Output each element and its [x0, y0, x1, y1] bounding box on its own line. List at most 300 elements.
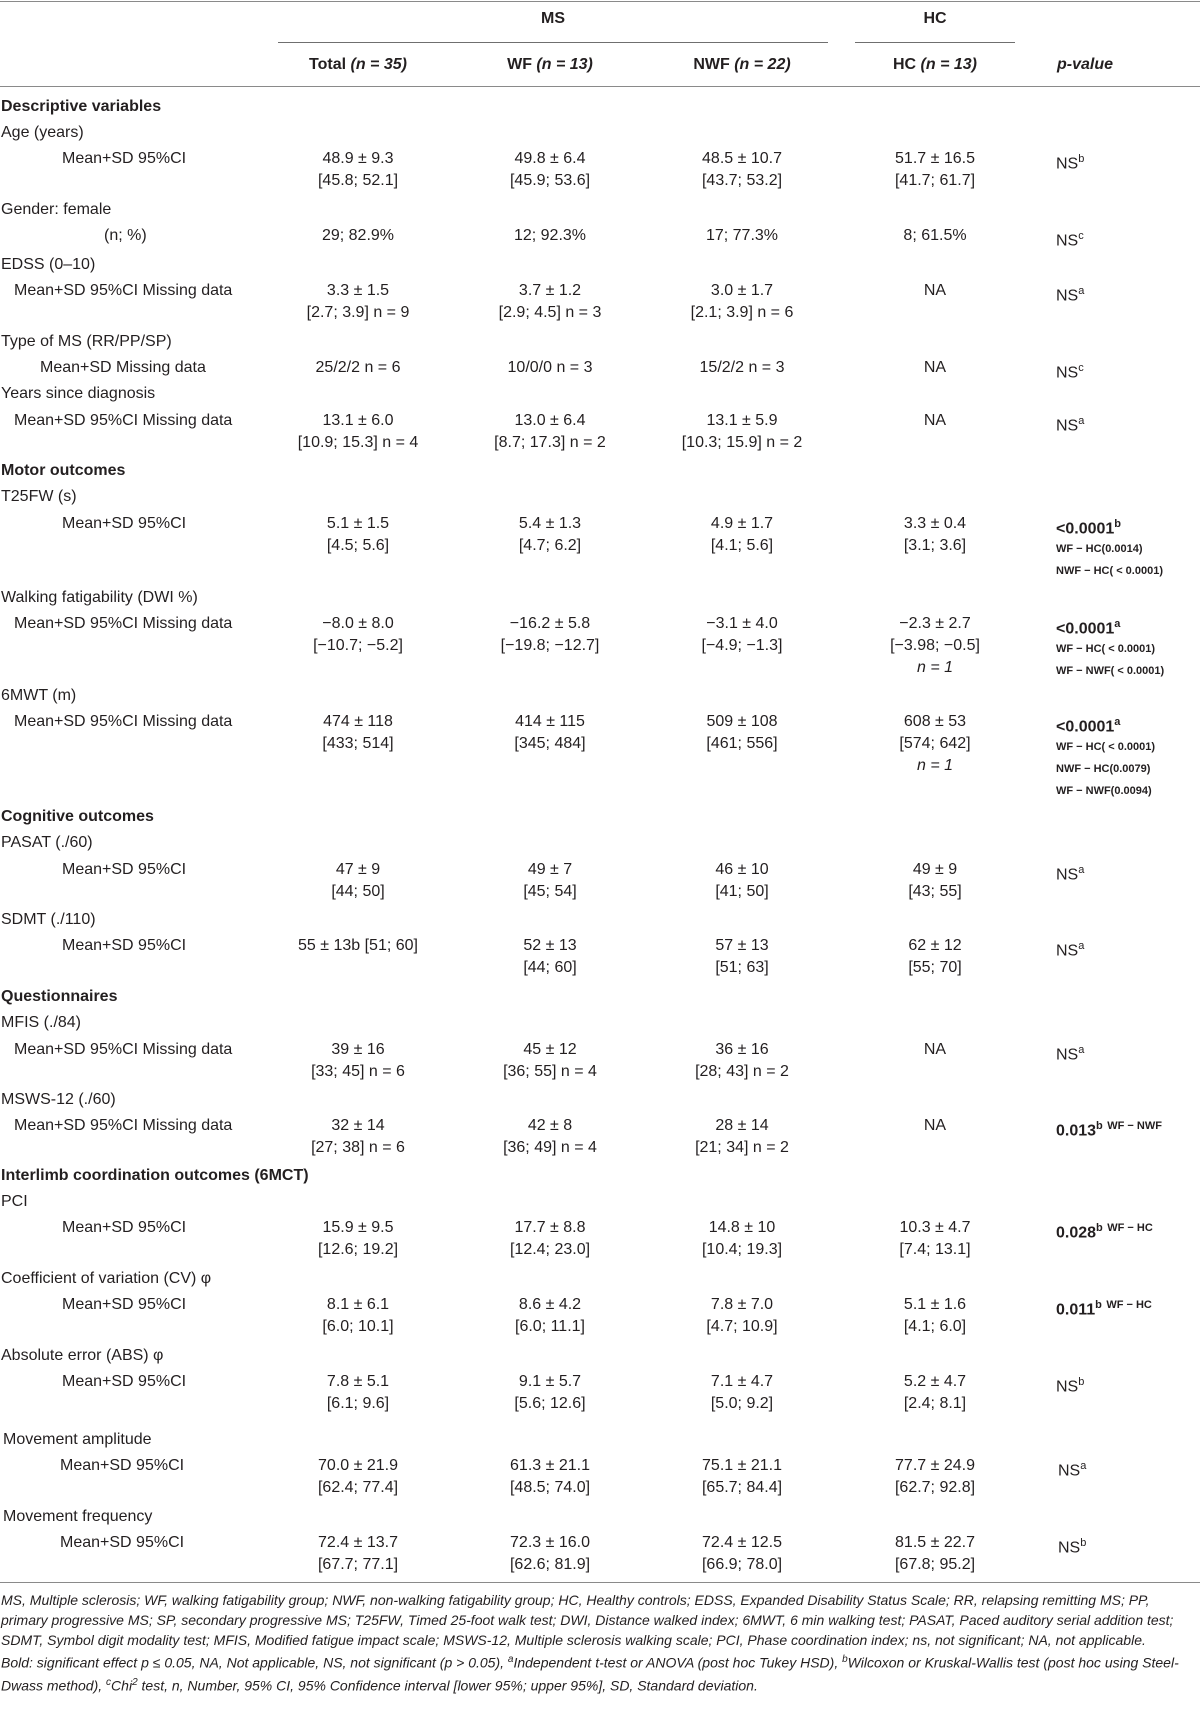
value: 13.1 ± 5.9 — [706, 412, 778, 429]
col-wf-label: WF — [507, 56, 532, 73]
row-stat-cv: Mean+SD 95%CI — [62, 1296, 187, 1313]
table-top-rule — [0, 1, 1200, 2]
p-sup: b — [1096, 1120, 1103, 1132]
p: 0.028 — [1056, 1224, 1097, 1242]
row-stat-edss: Mean+SD 95%CI Missing data — [14, 282, 233, 299]
value: 52 ± 13 — [523, 937, 577, 954]
cell-edss-hc — [855, 280, 1015, 302]
row-label-t25fw: T25FW (s) — [1, 488, 77, 505]
p-sup: a — [1080, 1460, 1087, 1472]
p: NS — [1056, 232, 1079, 250]
row-stat-msws: Mean+SD 95%CI Missing data — [14, 1117, 233, 1134]
ci: [4.7; 6.2] — [518, 537, 582, 554]
value: NA — [923, 1041, 947, 1058]
posthoc: WF − NWF( < 0.0001) — [1056, 665, 1165, 678]
footnote-sup-2: 2 — [132, 1676, 138, 1688]
cell-6mwt-wf — [470, 711, 630, 755]
value: 8.1 ± 6.1 — [326, 1296, 390, 1313]
pvalue-frequency — [1058, 1532, 1086, 1559]
value: 49.8 ± 6.4 — [514, 150, 586, 167]
value: 5.4 ± 1.3 — [518, 515, 582, 532]
table-footnote — [1, 1590, 1199, 1695]
value: −3.1 ± 4.0 — [706, 615, 778, 632]
ci: [12.6; 19.2] — [317, 1241, 399, 1258]
value: 13.0 ± 6.4 — [514, 412, 586, 429]
cell-amplitude-hc — [855, 1455, 1015, 1499]
row-label-age: Age (years) — [1, 124, 84, 141]
posthoc: NWF − HC( < 0.0001) — [1056, 565, 1163, 578]
cell-dwi-nwf — [662, 613, 822, 657]
pvalue-cv — [1056, 1294, 1152, 1321]
value: 12; 92.3% — [513, 227, 587, 244]
ci: [66.9; 78.0] — [701, 1556, 783, 1573]
ci: [62.4; 77.4] — [317, 1479, 399, 1496]
value: 77.7 ± 24.9 — [895, 1457, 975, 1474]
row-label-dwi: Walking fatigability (DWI %) — [1, 589, 198, 606]
value: 70.0 ± 21.9 — [318, 1457, 398, 1474]
ci: [65.7; 84.4] — [701, 1479, 783, 1496]
row-label-6mwt: 6MWT (m) — [1, 687, 77, 704]
value: 13.1 ± 6.0 — [322, 412, 394, 429]
ci: [4.5; 5.6] — [326, 537, 390, 554]
ci: [7.4; 13.1] — [899, 1241, 971, 1258]
cell-pasat-nwf — [662, 859, 822, 903]
cell-cv-total — [278, 1294, 438, 1338]
posthoc: WF − NWF — [1107, 1120, 1162, 1132]
value: 51.7 ± 16.5 — [895, 150, 975, 167]
value: 47 ± 9 — [335, 861, 381, 878]
value: 7.1 ± 4.7 — [710, 1373, 774, 1390]
value: 25/2/2 n = 6 — [315, 359, 401, 376]
ci: [45; 54] — [523, 883, 577, 900]
cell-frequency-nwf — [662, 1532, 822, 1576]
table-bottom-rule — [0, 1582, 1200, 1583]
row-stat-years-dx: Mean+SD 95%CI Missing data — [14, 412, 233, 429]
cell-type-ms-hc — [855, 357, 1015, 379]
row-stat-6mwt: Mean+SD 95%CI Missing data — [14, 713, 233, 730]
cell-t25fw-hc — [855, 513, 1015, 557]
row-label-msws: MSWS-12 (./60) — [1, 1091, 116, 1108]
footnote-bold: Bold: significant effect p ≤ 0.05, NA, Not applicable, NS, not significant (p > 0.05), — [1, 1654, 508, 1671]
cell-age-wf — [470, 148, 630, 192]
ci: [2.7; 3.9] n = 9 — [306, 304, 410, 321]
ci: [4.7; 10.9] — [706, 1318, 778, 1335]
value: 46 ± 10 — [715, 861, 769, 878]
row-label-edss: EDSS (0–10) — [1, 256, 96, 273]
p: NS — [1056, 942, 1079, 960]
p: <0.0001 — [1056, 718, 1115, 736]
cell-6mwt-total — [278, 711, 438, 755]
ci: [5.6; 12.6] — [514, 1395, 586, 1412]
pvalue-abs — [1056, 1371, 1084, 1398]
group-rule-ms — [278, 42, 828, 43]
cell-type-ms-wf — [470, 357, 630, 379]
p-sup: a — [1114, 716, 1121, 728]
value: NA — [923, 1117, 947, 1134]
value: 8; 61.5% — [903, 227, 967, 244]
cell-6mwt-nwf — [662, 711, 822, 755]
ci: [55; 70] — [908, 959, 962, 976]
value: 3.3 ± 0.4 — [903, 515, 967, 532]
pvalue-pasat — [1056, 859, 1084, 886]
value: 39 ± 16 — [331, 1041, 385, 1058]
value: 15.9 ± 9.5 — [322, 1219, 394, 1236]
posthoc: WF − NWF(0.0094) — [1056, 785, 1152, 798]
ci: [36; 49] n = 4 — [503, 1139, 597, 1156]
col-hc-label: HC — [892, 56, 917, 73]
value: 29; 82.9% — [321, 227, 395, 244]
ci: [−4.9; −1.3] — [701, 637, 783, 654]
cell-type-ms-nwf — [662, 357, 822, 379]
cell-6mwt-hc — [855, 711, 1015, 777]
value: 5.1 ± 1.5 — [326, 515, 390, 532]
cell-cv-nwf — [662, 1294, 822, 1338]
section-motor: Motor outcomes — [1, 462, 126, 479]
cell-sdmt-total — [278, 935, 438, 957]
row-stat-age: Mean+SD 95%CI — [62, 150, 187, 167]
row-stat-amplitude: Mean+SD 95%CI — [60, 1457, 185, 1474]
value: 61.3 ± 21.1 — [510, 1457, 590, 1474]
cell-edss-nwf — [662, 280, 822, 324]
posthoc: WF − HC(0.0014) — [1056, 543, 1143, 556]
cell-age-total — [278, 148, 438, 192]
p: NS — [1056, 866, 1079, 884]
pvalue-age — [1056, 148, 1084, 175]
row-stat-type-ms: Mean+SD Missing data — [40, 359, 206, 376]
cell-frequency-total — [278, 1532, 438, 1576]
row-label-gender: Gender: female — [1, 201, 112, 218]
ci: [345; 484] — [514, 735, 586, 752]
col-total-label: Total — [309, 56, 347, 73]
value: 17; 77.3% — [705, 227, 779, 244]
footnote-text-b: Wilcoxon or Kruskal-Wallis test (post hoc using Steel-Dwass method), — [1, 1654, 1179, 1694]
ci: [33; 45] n = 6 — [311, 1063, 405, 1080]
value: 32 ± 14 — [331, 1117, 385, 1134]
ci: [5.0; 9.2] — [710, 1395, 774, 1412]
value: 36 ± 16 — [715, 1041, 769, 1058]
row-label-pasat: PASAT (./60) — [1, 834, 93, 851]
p: NS — [1056, 287, 1079, 305]
value: 81.5 ± 22.7 — [895, 1534, 975, 1551]
col-header-pvalue: p-value — [1056, 56, 1113, 73]
cell-mfis-nwf — [662, 1039, 822, 1083]
group-header-ms: MS — [541, 10, 565, 27]
value: 608 ± 53 — [903, 713, 967, 730]
p-sup: c — [1078, 230, 1084, 242]
pvalue-sdmt — [1056, 935, 1084, 962]
ci: [41; 50] — [715, 883, 769, 900]
section-questionnaires: Questionnaires — [1, 988, 118, 1005]
value: −8.0 ± 8.0 — [322, 615, 394, 632]
ci: [433; 514] — [322, 735, 394, 752]
pvalue-edss — [1056, 280, 1084, 307]
value: 414 ± 115 — [515, 713, 585, 730]
ci: [6.1; 9.6] — [326, 1395, 390, 1412]
row-label-pci: PCI — [1, 1193, 28, 1210]
cell-gender-total — [278, 225, 438, 247]
row-stat-dwi: Mean+SD 95%CI Missing data — [14, 615, 233, 632]
p: NS — [1056, 1046, 1079, 1064]
ci: [−10.7; −5.2] — [313, 637, 403, 654]
p-sup: b — [1095, 1299, 1102, 1311]
cell-gender-wf — [470, 225, 630, 247]
col-header-hc — [855, 56, 1015, 74]
cell-pci-wf — [470, 1217, 630, 1261]
value: 45 ± 12 — [523, 1041, 577, 1058]
footnote-text-c: Chi — [111, 1677, 133, 1694]
footnote-sup-b: b — [842, 1654, 848, 1665]
cell-t25fw-total — [278, 513, 438, 557]
value: 4.9 ± 1.7 — [710, 515, 774, 532]
section-cognitive: Cognitive outcomes — [1, 808, 154, 825]
p-sup: a — [1078, 940, 1085, 952]
row-label-years-dx: Years since diagnosis — [1, 385, 156, 402]
cell-years-dx-total — [278, 410, 438, 454]
col-hc-n: (n = 13) — [920, 56, 978, 73]
p: NS — [1056, 417, 1079, 435]
value: 8.6 ± 4.2 — [518, 1296, 582, 1313]
pvalue-amplitude — [1058, 1455, 1086, 1482]
cell-edss-total — [278, 280, 438, 324]
value: 28 ± 14 — [715, 1117, 769, 1134]
ci: [4.1; 5.6] — [710, 537, 774, 554]
pvalue-dwi — [1056, 613, 1164, 682]
ci: [43.7; 53.2] — [701, 172, 783, 189]
row-stat-pci: Mean+SD 95%CI — [62, 1219, 187, 1236]
cell-msws-wf — [470, 1115, 630, 1159]
cell-pci-nwf — [662, 1217, 822, 1261]
pvalue-t25fw — [1056, 513, 1163, 582]
ci: [27; 38] n = 6 — [311, 1139, 405, 1156]
value: 48.5 ± 10.7 — [702, 150, 782, 167]
footnote-abbreviations: MS, Multiple sclerosis; WF, walking fatigability group; NWF, non-walking fatigability group; HC, Healthy controls; EDSS, Expanded Disability Status Scale; RR, relapsing remitting MS; PP, primary progressive MS; SP, secondary progressive MS; T25FW, Timed 25-foot walk test; DWI, Distance walked index; 6MWT, 6 min walking test; PASAT, Paced auditory serial addition test; SDMT, Symbol digit modality test; MFIS, Modified fatigue impact scale; MSWS-12, Multiple sclerosis walking scale; PCI, Phase coordination index; ns, not significant; NA, not applicable. — [1, 1592, 1174, 1648]
ci: [45.9; 53.6] — [509, 172, 591, 189]
posthoc: WF − HC — [1107, 1222, 1153, 1234]
ci: [−3.98; −0.5] — [890, 637, 980, 654]
value: 17.7 ± 8.8 — [514, 1219, 586, 1236]
ci: [2.1; 3.9] n = 6 — [690, 304, 794, 321]
posthoc: WF − HC( < 0.0001) — [1056, 741, 1156, 754]
cell-pasat-hc — [855, 859, 1015, 903]
pvalue-gender — [1056, 225, 1084, 252]
value: 5.1 ± 1.6 — [903, 1296, 967, 1313]
header-bottom-rule — [0, 86, 1200, 87]
cell-age-hc — [855, 148, 1015, 192]
ci: [44; 60] — [523, 959, 577, 976]
cell-abs-wf — [470, 1371, 630, 1415]
row-stat-pasat: Mean+SD 95%CI — [62, 861, 187, 878]
footnote-sup-a: a — [507, 1654, 514, 1665]
ci: [2.4; 8.1] — [903, 1395, 967, 1412]
value: −16.2 ± 5.8 — [509, 615, 591, 632]
pvalue-msws — [1056, 1115, 1162, 1142]
ci: [41.7; 61.7] — [894, 172, 976, 189]
group-header-hc: HC — [923, 10, 947, 27]
row-label-sdmt: SDMT (./110) — [1, 911, 96, 928]
cell-dwi-wf — [470, 613, 630, 657]
ci: [67.8; 95.2] — [894, 1556, 976, 1573]
ci: [62.6; 81.9] — [509, 1556, 591, 1573]
p: NS — [1058, 1539, 1081, 1557]
ci: [6.0; 11.1] — [515, 1318, 585, 1335]
value: 75.1 ± 21.1 — [702, 1457, 782, 1474]
p-sup: c — [1078, 362, 1084, 374]
footnote-text-end: test, n, Number, 95% CI, 95% Confidence interval [lower 95%; upper 95%], SD, Standard deviation. — [137, 1677, 758, 1694]
cell-abs-total — [278, 1371, 438, 1415]
p-sup: b — [1096, 1222, 1103, 1234]
cell-years-dx-hc — [855, 410, 1015, 432]
p: 0.011 — [1056, 1301, 1096, 1319]
group-rule-hc — [855, 42, 1015, 43]
pvalue-mfis — [1056, 1039, 1084, 1066]
p-sup: b — [1078, 153, 1085, 165]
cell-mfis-hc — [855, 1039, 1015, 1061]
ci: [10.4; 19.3] — [701, 1241, 783, 1258]
value: NA — [923, 282, 947, 299]
cell-cv-wf — [470, 1294, 630, 1338]
cell-pasat-wf — [470, 859, 630, 903]
ci: [8.7; 17.3] n = 2 — [494, 434, 606, 451]
cell-amplitude-nwf — [662, 1455, 822, 1499]
p-sup: a — [1078, 1044, 1085, 1056]
value: 42 ± 8 — [527, 1117, 573, 1134]
posthoc: WF − HC( < 0.0001) — [1056, 643, 1156, 656]
cell-msws-nwf — [662, 1115, 822, 1159]
ci: [62.7; 92.8] — [894, 1479, 976, 1496]
ci: [48.5; 74.0] — [509, 1479, 591, 1496]
posthoc: NWF − HC(0.0079) — [1056, 763, 1151, 776]
ci: [44; 50] — [331, 883, 385, 900]
ci: [51; 63] — [715, 959, 769, 976]
col-header-total — [278, 56, 438, 74]
row-stat-abs: Mean+SD 95%CI — [62, 1373, 187, 1390]
cell-abs-hc — [855, 1371, 1015, 1415]
cell-gender-hc — [855, 225, 1015, 247]
value: 48.9 ± 9.3 — [322, 150, 394, 167]
p-sup: a — [1078, 864, 1085, 876]
cell-t25fw-nwf — [662, 513, 822, 557]
row-label-amplitude: Movement amplitude — [3, 1431, 152, 1448]
p-sup: b — [1114, 518, 1122, 530]
cell-years-dx-nwf — [662, 410, 822, 454]
cell-frequency-hc — [855, 1532, 1015, 1576]
ci: [36; 55] n = 4 — [503, 1063, 597, 1080]
value: 15/2/2 n = 3 — [699, 359, 785, 376]
pvalue-pci — [1056, 1217, 1153, 1244]
value: 62 ± 12 — [908, 937, 962, 954]
missing: n = 1 — [916, 757, 954, 774]
pvalue-6mwt — [1056, 711, 1155, 802]
cell-pasat-total — [278, 859, 438, 903]
section-descriptive: Descriptive variables — [1, 98, 162, 115]
ci: [3.1; 3.6] — [903, 537, 967, 554]
row-stat-mfis: Mean+SD 95%CI Missing data — [14, 1041, 233, 1058]
value: 72.4 ± 12.5 — [702, 1534, 782, 1551]
cell-abs-nwf — [662, 1371, 822, 1415]
ci: [21; 34] n = 2 — [695, 1139, 789, 1156]
p: NS — [1056, 364, 1079, 382]
cell-dwi-total — [278, 613, 438, 657]
ci: [461; 556] — [706, 735, 778, 752]
ci: [574; 642] — [899, 735, 971, 752]
cell-sdmt-wf — [470, 935, 630, 979]
p-sup: b — [1080, 1537, 1087, 1549]
cell-amplitude-total — [278, 1455, 438, 1499]
col-header-nwf — [662, 56, 822, 74]
ci: [45.8; 52.1] — [317, 172, 399, 189]
row-label-mfis: MFIS (./84) — [1, 1014, 82, 1031]
value: 7.8 ± 7.0 — [710, 1296, 774, 1313]
value: 5.2 ± 4.7 — [903, 1373, 967, 1390]
value: 7.8 ± 5.1 — [326, 1373, 390, 1390]
ci: [12.4; 23.0] — [509, 1241, 591, 1258]
p-sup: a — [1078, 285, 1085, 297]
cell-type-ms-total — [278, 357, 438, 379]
footnote-sup-c: c — [106, 1676, 112, 1688]
value: 474 ± 118 — [323, 713, 393, 730]
cell-age-nwf — [662, 148, 822, 192]
row-stat-frequency: Mean+SD 95%CI — [60, 1534, 185, 1551]
p: NS — [1058, 1462, 1081, 1480]
ci: [28; 43] n = 2 — [695, 1063, 789, 1080]
p: <0.0001 — [1056, 520, 1115, 538]
p: NS — [1056, 155, 1079, 173]
footnote-text-a: Independent t-test or ANOVA (post hoc Tukey HSD), — [513, 1654, 843, 1671]
cell-sdmt-hc — [855, 935, 1015, 979]
cell-cv-hc — [855, 1294, 1015, 1338]
value: 72.3 ± 16.0 — [510, 1534, 590, 1551]
value: 9.1 ± 5.7 — [518, 1373, 582, 1390]
ci: [2.9; 4.5] n = 3 — [498, 304, 602, 321]
posthoc: WF − HC — [1106, 1299, 1152, 1311]
value: 49 ± 7 — [527, 861, 573, 878]
row-label-frequency: Movement frequency — [3, 1508, 153, 1525]
p-sup: a — [1114, 618, 1121, 630]
cell-edss-wf — [470, 280, 630, 324]
cell-t25fw-wf — [470, 513, 630, 557]
ci: [67.7; 77.1] — [317, 1556, 399, 1573]
value: 72.4 ± 13.7 — [318, 1534, 398, 1551]
cell-mfis-wf — [470, 1039, 630, 1083]
value: −2.3 ± 2.7 — [899, 615, 971, 632]
row-stat-sdmt: Mean+SD 95%CI — [62, 937, 187, 954]
cell-pci-total — [278, 1217, 438, 1261]
value: 10/0/0 n = 3 — [507, 359, 593, 376]
cell-msws-hc — [855, 1115, 1015, 1137]
row-label-cv: Coefficient of variation (CV) φ — [1, 1270, 212, 1287]
cell-pci-hc — [855, 1217, 1015, 1261]
cell-years-dx-wf — [470, 410, 630, 454]
row-stat-t25fw: Mean+SD 95%CI — [62, 515, 187, 532]
cell-frequency-wf — [470, 1532, 630, 1576]
p-sup: a — [1078, 415, 1085, 427]
p: <0.0001 — [1056, 620, 1115, 638]
row-stat-gender: (n; %) — [104, 227, 147, 244]
value: 509 ± 108 — [706, 713, 778, 730]
value: 3.0 ± 1.7 — [710, 282, 774, 299]
ci: [43; 55] — [908, 883, 962, 900]
value: 49 ± 9 — [912, 861, 958, 878]
p: NS — [1056, 1378, 1079, 1396]
pvalue-years-dx — [1056, 410, 1084, 437]
cell-sdmt-nwf — [662, 935, 822, 979]
col-total-n: (n = 35) — [350, 56, 407, 73]
ci: [6.0; 10.1] — [322, 1318, 394, 1335]
col-nwf-n: (n = 22) — [734, 56, 791, 73]
ci: [−19.8; −12.7] — [500, 637, 600, 654]
cell-dwi-hc — [855, 613, 1015, 679]
row-label-abs: Absolute error (ABS) φ — [1, 1347, 164, 1364]
